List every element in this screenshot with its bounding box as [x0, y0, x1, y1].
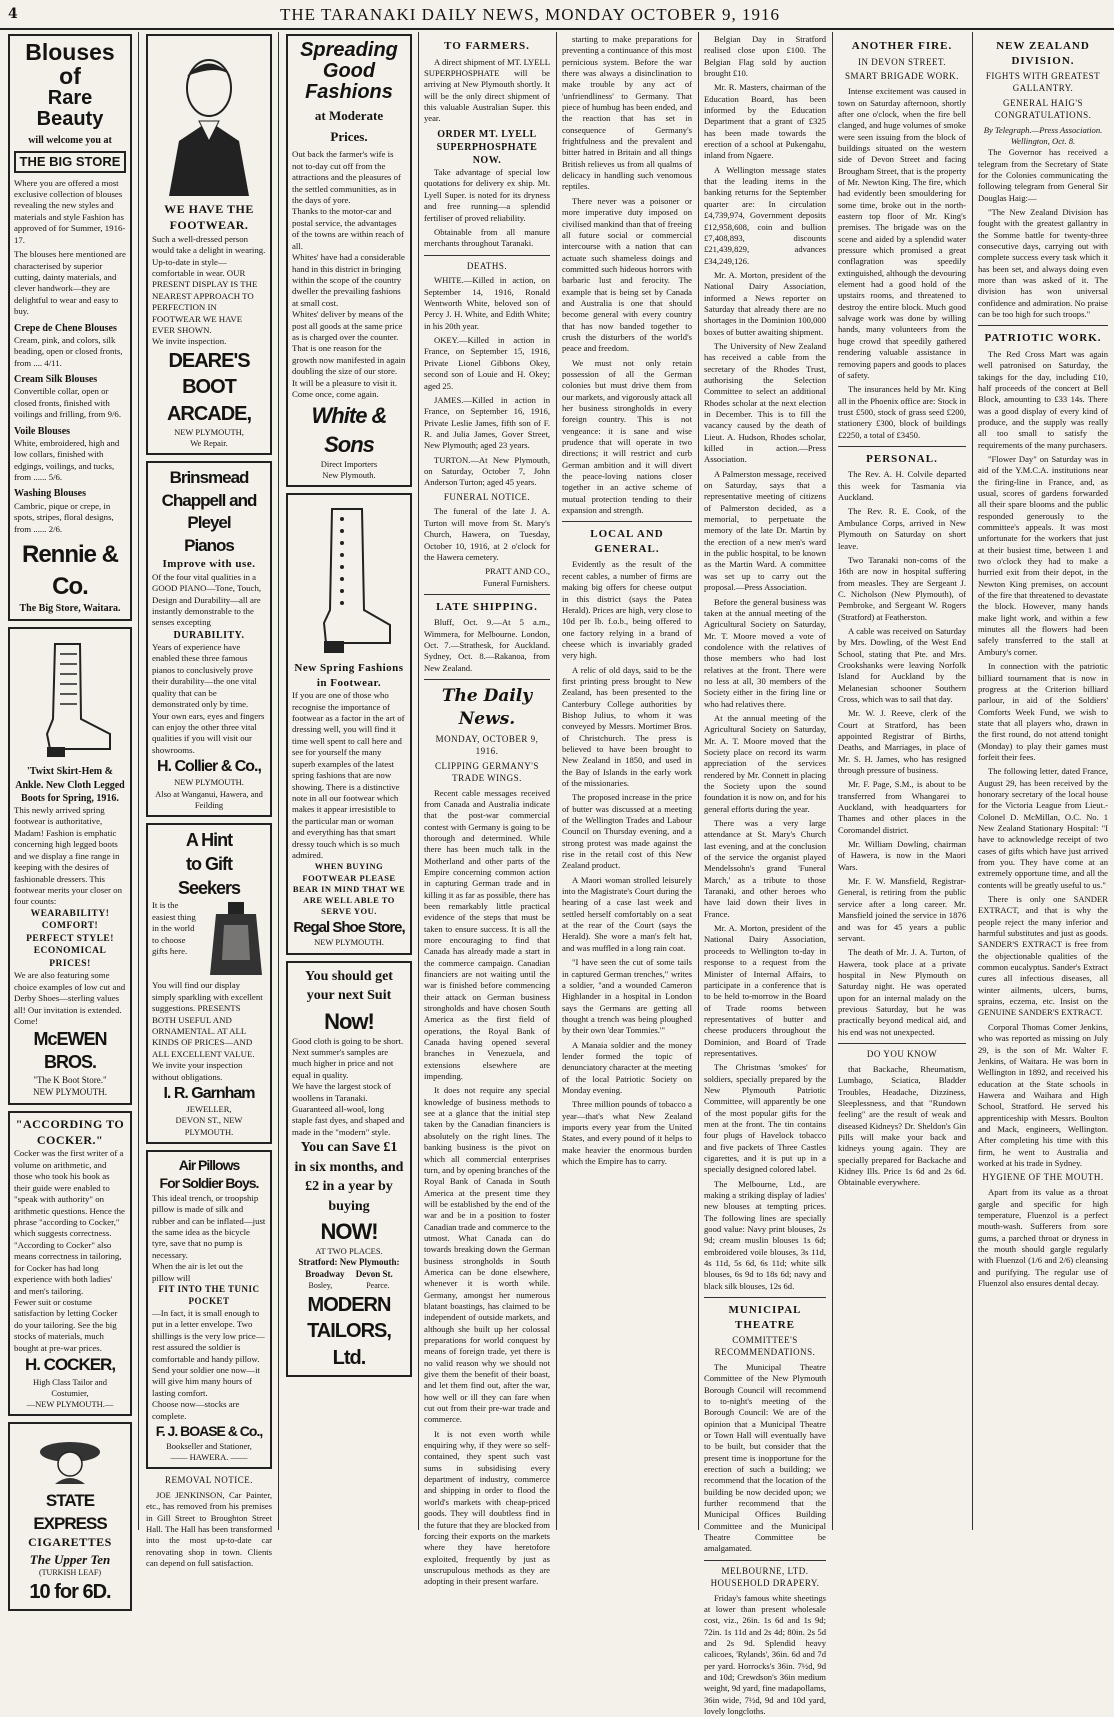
column-rule — [698, 32, 699, 1530]
white-title: Good Fashions — [292, 61, 406, 103]
white-name: White & Sons — [292, 401, 406, 459]
editorial-text: There never was a poisoner or more imperative duty imposed on civilised mankind than that of freeing all future social or commercial intercourse with a nation that can actuate such shameless doings and committed such hideous horrors with barbaric lust and ferocity. The example that is being set by Canada and Australia is one that should become general with every country that has now banded together to crush the disturbers of the world's peace and freedom. — [562, 196, 692, 355]
mcewen-headline: 'Twixt Skirt-Hem & Ankle. New Cloth Legged Boots for Spring, 1916. — [14, 765, 126, 805]
column-rule — [278, 32, 279, 1530]
deare-text: We invite inspection. — [152, 336, 266, 347]
garnham-address: DEVON ST., NEW PLYMOUTH. — [152, 1115, 266, 1137]
hygiene-text: Apart from its value as a throat gargle and specific for high temperature, Fluenzol is a perfect mouth-wash. Sufferers from sore gums, a parched throat or dryness in the mouth should gargle regularly with Fluenzol (1/6 and 2/6) cleansing and purifying. The regular use of Fluenzol also ensures dental decay. — [978, 1187, 1108, 1289]
personal-item: Mr. W. J. Reeve, clerk of the Court at Stratford, has been appointed Registrar of Births, Deaths, and Marriages, in place of Mr. S. H. James, who has resigned through pressure of business. — [838, 708, 966, 776]
lady-portrait-icon — [35, 1434, 105, 1484]
cocker-name: H. COCKER, — [14, 1354, 126, 1376]
cocker-text: Fewer suit or costume satisfaction by letting Cocker do your tailoring. See the big stocks of materials, much bought at pre-war prices. — [14, 1297, 126, 1354]
divider — [838, 1043, 966, 1044]
local-item: The University of New Zealand has received a cable from the secretary of the Rhodes Trust, authorising the Selection Committee to select an additional Rhodes scholar at the next election in December. This is to fill the vacancy caused by the death of Lieut. A. Hudson, Rhodes scholar, killed in action.—Press Association. — [704, 341, 826, 466]
patriotic-item: Corporal Thomas Comer Jenkins, who was reported as missing on July 29, is the son of Mr. Walter F. Jenkins, of Waitara. He was born in Wellington in 1892, and received his education at the State schools in Hawera and Waihara and High School, Stratford. He served his apprenticeship with Messrs. Boulton and Mack, engineers, Wellington. After completing his time with this firm, he went to Australia and worked at his trade in Sydney. — [978, 1022, 1108, 1169]
modern-managers: Bosley, Pearce. — [292, 1281, 406, 1292]
boase-text: When the air is let out the pillow will — [152, 1261, 266, 1284]
death-notice: OKEY.—Killed in action in France, on September 15, 1916, Private Lionel Gibbons Okey, second son of Louie and H. Okey; aged 25. — [424, 335, 550, 392]
regal-name: Regal Shoe Store, — [292, 918, 406, 938]
rennie-item-head: Washing Blouses — [14, 487, 126, 500]
local-item: A Manaia soldier and the money lender formed the topic of denunciatory character at the meeting of the local Patriotic Society on Monday evening. — [562, 1040, 692, 1097]
fire-head: ANOTHER FIRE. — [838, 39, 966, 54]
boase-advert — [146, 1150, 272, 1469]
modern-save: NOW! — [292, 1217, 406, 1246]
farmers-head: TO FARMERS. — [424, 39, 550, 54]
mcewen-store: "The K Boot Store." — [14, 1075, 126, 1087]
patriotic-item: The following letter, dated France, August 29, has been received by the honorary secretary of the local house for the Victoria League from Lieut.-Colonel D. McMillan, O.C. No. 1 New Zealand Stationary Hospital: "I have to acknowledge receipt of two cases of gifts which have just arrived from you. They have come at an extremely opportune time, and all the contents will be greatly useful to us." — [978, 766, 1108, 891]
modern-headline: Now! — [292, 1007, 406, 1036]
do-you-know-head: DO YOU KNOW — [838, 1049, 966, 1061]
column-3 — [286, 34, 412, 1524]
white-text: Whites' deliver by means of the post all goods at the same price as is charged over the counter. — [292, 309, 406, 343]
garnham-title: Seekers — [152, 877, 266, 901]
modern-places: AT TWO PLACES. — [292, 1246, 406, 1257]
local-item: A Wellington message states that the leading items in the banking returns for the September quarter are: In circulation £4,739,974, Government deposits £12,958,608, coin and bullion £7,408,893, discounts £21,439,829, advances £34,249,126. — [704, 165, 826, 267]
modern-name: Ltd. — [292, 1345, 406, 1371]
do-you-know-text: that Backache, Rheumatism, Lumbago, Sciatica, Bladder Troubles, Headache, Dizziness, Sleeplessness, and that "Rundown feeling" are the result of weak and diseased Kidneys? Dr. Sheldon's Gin Pills will make your back and kidneys young again. They are specially prepared for Backache and Kidney Ills. Price 1s 6d and 2s 6d. Obtainable everywhere. — [838, 1064, 966, 1189]
boase-text: This ideal trench, or troopship pillow is made of silk and rubber and can be inflated—just the same idea as the bicycle tyre, save that no pump is necessary. — [152, 1193, 266, 1262]
funeral-head: FUNERAL NOTICE. — [424, 492, 550, 504]
page-number: 4 — [8, 6, 18, 22]
personal-item: Mr. William Dowling, chairman of Hawera, is now in the Maori Wars. — [838, 839, 966, 873]
modern-text: We have the largest stock of woollens in Taranaki. — [292, 1081, 406, 1104]
cocker-advert — [8, 1111, 132, 1416]
white-title: Spreading — [292, 40, 406, 61]
white-sub: Direct Importers — [292, 459, 406, 470]
boase-text: Choose now—stocks are complete. — [152, 1399, 266, 1422]
local-item: There was a very large attendance at St. Mary's Church last evening, and at the conclusion of the service the organist played Mendelssohn's grand 'Funeral March,' as a tribute to those Taranaki, and other heroes who have laid down their lives in France. — [704, 818, 826, 920]
column-rule — [418, 32, 419, 1530]
mcewen-point: COMFORT! — [14, 920, 126, 933]
divider — [424, 255, 550, 256]
modern-save: in six months, and — [292, 1159, 406, 1177]
collier-title: Chappell and — [152, 490, 266, 512]
modern-text: Good cloth is going to be short. Next summer's samples are much higher in price and not equal in quality. — [292, 1036, 406, 1082]
modern-save: buying — [292, 1198, 406, 1216]
patriotic-item: There is only one SANDER EXTRACT, and that is why the people reject the many inferior and harmful substitutes and just as goods. SANDER'S EXTRACT is free from the objectionable qualities of the common eucalyptus. Sander's Extract cures all infectious diseases, all winter ailments, ulcers, burns, sprains, eczema, etc. Insist on the GENUINE SANDER'S EXTRACT. — [978, 894, 1108, 1019]
collier-advert — [146, 461, 272, 817]
hygiene-head: HYGIENE OF THE MOUTH. — [978, 1172, 1108, 1184]
personal-item: A cable was received on Saturday by Mrs. Dowling, of the West End School, stating that Pte. and Mrs. Crookshanks were leaving Norfolk Island for Auckland by the Melanesian schooner Southern Cross, which was to sail that day. — [838, 626, 966, 705]
patriotic-item: The Red Cross Mart was again well patronised on Saturday, the takings for the day, including £10, half proceeds of the concert at Bell Block, amounting to £33 14s. There was a good display of every kind of produce, and the supply was really all too small to satisfy the requirements of the many purchasers. — [978, 349, 1108, 451]
local-item: The Melbourne, Ltd., are making a striking display of ladies' new blouses at tempting prices. The following lines are specially good value: Navy print blouses, 2s 9d; cream muslin blouses 1s 6d; embroidered voile blouses, 3s 11d, 4s 11d, 5s 6d, 6s 11d; white silk blouses, 6s 9d to 18s 6d; navy and black silk blouses, 12s 6d. — [704, 1179, 826, 1292]
farmers-order: ORDER MT. LYELL — [424, 128, 550, 141]
personal-item: Mr. F. Page, S.M., is about to be transferred from Whangarei to Auckland, with headquarters for Thames and other places in the Coromandel district. — [838, 779, 966, 836]
white-text: Out back the farmer's wife is not to-day cut off from the attractions and the pleasures of the settled communities, as in the days of yore. — [292, 149, 406, 206]
boase-name: F. J. BOASE & Co., — [152, 1422, 266, 1440]
removal-title: REMOVAL NOTICE. — [146, 1475, 272, 1487]
rennie-advert — [8, 34, 132, 621]
white-title: Prices. — [292, 128, 406, 145]
column-rule — [138, 32, 139, 1530]
mcewen-text: This newly arrived spring footwear is authoritative, Madam! Fashion is emphatic concerning high legged boots and we display a fine range in keeping with the desires of fashionable dressers. This footwear merits your closer on four counts: — [14, 805, 126, 908]
white-text: It will be a pleasure to visit it. Come once, come again. — [292, 378, 406, 401]
local-item: A Palmerston message, received on Saturday, says that a representative meeting of citizens of Palmerston decided, as a memorial, to perpetuate the memory of the late Dr. Martin by the erection of a new men's ward in the public hospital, to be known as the Martin Ward. A committee was set up to carry out the proposal.—Press Association. — [704, 469, 826, 594]
collier-tag: Improve with use. — [152, 557, 266, 572]
shipping-text: Bluff, Oct. 9.—At 5 a.m., Wimmera, for Melbourne. London, Oct. 7.—Strathesk, for Auckland. Sydney, Oct. 8.—Rakanoa, from New Zealand. — [424, 617, 550, 674]
garnham-advert — [146, 823, 272, 1144]
funeral-text: The funeral of the late J. A. Turton will move from St. Mary's Church, Hawera, on Tuesday, October 10, 1916, at 2 o'clock for the Hawera cemetery. — [424, 506, 550, 563]
local-item: A relic of old days, said to be the first printing press brought to New Zealand, has been presented to the Canterbury College authorities by Bishop Julius, to whom it was conveyed by Messrs. Mortimer Bros. of Christchurch. The press is believed to have been brought to New Zealand in 1850, and used in the Bay of Islands in the early work of the missionaries. — [562, 665, 692, 790]
removal-notice — [146, 1475, 272, 1569]
modern-text: Guaranteed all-wool, long staple fast dyes, and shaped and made in the "modern" style. — [292, 1104, 406, 1138]
local-item: The Christmas 'smokes' for soldiers, specially prepared by the New Plymouth Patriotic Committee, will apparently be one of the most popular gifts for the men at the front. The tin contains four plugs of Havelock tobacco and five packets of Three Castles cigarettes, and it is put up in a specially designed colored label. — [704, 1062, 826, 1175]
boase-title: For Soldier Boys. — [152, 1174, 266, 1192]
cocker-sub: High Class Tailor and Costumier, — [14, 1377, 126, 1399]
lace-boot-icon — [25, 639, 115, 759]
column-rule — [556, 32, 557, 1530]
boase-sub: Bookseller and Stationer, — [152, 1441, 266, 1452]
cocker-town: —NEW PLYMOUTH.— — [14, 1399, 126, 1410]
death-notice: WHITE.—Killed in action, on September 14, 1916, Ronald Wentworth White, beloved son of Percy J. H. White, and Edith White; in his 20th year. — [424, 275, 550, 332]
regal-advert — [286, 493, 412, 954]
divider — [562, 521, 692, 522]
white-sons-advert — [286, 34, 412, 487]
column-2 — [146, 34, 272, 1524]
editorial-text: We must not only retain possession of all the German colonies but must drive them from our markets, and vigorously attack all her business strongholds in every foreign country. This is not vengeance: it is sane and wise prudence that will operate in two directions; it will restrict and curb German ambition and it will divert the peace-loving nations closer together in an active scheme of mutual protection tending to their expansion and strength. — [562, 358, 692, 517]
mcewen-text-2: We are also featuring some choice examples of low cut and Derby Shoes—sterling values all! Our invitation is extended. Come! — [14, 970, 126, 1027]
rennie-item-text: White, embroidered, high and low collars, finished with edgings, voilings, and tucks, from ...... 5/6. — [14, 438, 126, 484]
modern-locations: Stratford: New Plymouth: — [292, 1257, 406, 1269]
column-1 — [8, 34, 132, 1524]
modern-streets: Broadway Devon St. — [292, 1269, 406, 1281]
division-head: NEW ZEALAND DIVISION. — [978, 39, 1108, 68]
personal-head: PERSONAL. — [838, 452, 966, 467]
big-store-banner: THE BIG STORE — [14, 151, 126, 172]
collier-town: NEW PLYMOUTH. — [152, 777, 266, 788]
state-express-tagline-2: (TURKISH LEAF) — [14, 1568, 126, 1579]
rennie-title-2: Rare Beauty — [14, 88, 126, 130]
column-6 — [704, 34, 826, 1524]
patriotic-item: "Flower Day" on Saturday was in aid of the Y.M.C.A. institutions near the firing-line in France, and, as usual, scores of gardens forwarded all their spare blooms and the public responded generously to the committee's appeals. It was most unfortunate for the workers that just at their busiest time, between 1 and two o'clock they had to make a hurried exit from their depot, in the Newton King premises, on account of the fire that threatened to devastate the block. However, many hands make light work, and within a few minutes all the flowers had been safely transferred to the stall at Ambury's corner. — [978, 454, 1108, 658]
funeral-signed: PRATT AND CO., — [424, 566, 550, 577]
personal-item: The death of Mr. J. A. Turton, of Hawera, took place at a private hospital in New Plymouth on Saturday night. He was operated upon for an internal malady on the previous Saturday, but he was practically beyond medical aid, and his end was not unexpected. — [838, 947, 966, 1038]
local-item: Mr. R. Masters, chairman of the Education Board, has been informed by the Education Department that a grant of £325 has been made towards the erection of a school at Pukengahu, inland from Ngaere. — [704, 82, 826, 161]
mcewen-point: ECONOMICAL PRICES! — [14, 945, 126, 970]
rennie-footer: The Big Store, Waitara. — [14, 602, 126, 615]
local-item: Evidently as the result of the recent cables, a number of firms are making big offers for cheese output in this district (says the Patea Herald). Prices are high, very close to 10d per lb. f.o.b., being offered to one factory relying in a brand of cheese which is invariably graded very high. — [562, 559, 692, 661]
collier-text: Your own ears, eyes and fingers can enjoy the other three vital qualities if you will visit our showrooms. — [152, 711, 266, 757]
editorial-date: MONDAY, OCTOBER 9, 1916. — [424, 734, 550, 758]
mcewen-town: NEW PLYMOUTH. — [14, 1087, 126, 1099]
collier-title: Pleyel — [152, 512, 266, 534]
collier-also: Also at Wanganui, Hawera, and Feilding — [152, 789, 266, 811]
farmers-text: A direct shipment of MT. LYELL SUPERPHOSPHATE will be arriving at New Plymouth shortly. It will be the only direct shipment of this valuable Australian Super. this year. — [424, 57, 550, 125]
fire-sub: IN DEVON STREET. — [838, 57, 966, 69]
deare-repair: We Repair. — [152, 438, 266, 449]
high-boot-icon — [304, 505, 394, 655]
state-express-product: CIGARETTES — [14, 1535, 126, 1551]
local-item: The proposed increase in the price of butter was discussed at a meeting of the Wellington Trades and Labour Council on Thursday evening, and a strong protest was made against the rise in the retail cost of this New Zealand product. — [562, 792, 692, 871]
collier-name: H. Collier & Co., — [152, 756, 266, 777]
division-text: "The New Zealand Division has fought with the greatest gallantry in the Somme battle for twenty-three consecutive days, carrying out with complete success every task which it has been set, and always doing even more than was asked of it. The division has won universal confidence and admiration. No praise can be too high for such troops." — [978, 207, 1108, 320]
rennie-item-text: Cream, pink, and colors, silk beading, open or closed fronts, from .... 4/11. — [14, 335, 126, 369]
editorial-text: Recent cable messages received from Canada and Australia indicate that the post-war commercial contest with Germany is going to be thorough and determined. While there has been much talk in the Motherland and other parts of the Empire concerning common action in capturing German trade and in killing it as far as possible, there has been remarkably little practical evidence of the steps that must be taken to ensure success. It is all the more encouraging to find that Canada has already made a start in the commerce campaign. Canadian financiers are not waiting until the war is finished before commencing their attack on German business strongholds and have chosen South America as the first field of operations, the Royal Bank of Canada having opened several branches in Venezuela, and extensions elsewhere are impending. — [424, 788, 550, 1083]
deare-title: WE HAVE THE FOOTWEAR. — [152, 202, 266, 234]
modern-save: £2 in a year by — [292, 1178, 406, 1196]
mcewen-name: McEWEN BROS. — [14, 1028, 126, 1076]
cocker-text: Cocker was the first writer of a volume on arithmetic, and those who took his book as their guide were enabled to "speak with authority" on arithmetic questions. Hence the phrase "according to Cocker," which suggests correctness. — [14, 1148, 126, 1239]
divider — [704, 1297, 826, 1298]
deare-advert — [146, 34, 272, 455]
modern-name: TAILORS, — [292, 1318, 406, 1344]
daily-news-nameplate: The Daily News. — [424, 685, 550, 730]
modern-name: MODERN — [292, 1292, 406, 1318]
deaths-head: DEATHS. — [424, 261, 550, 273]
rennie-intro-2: The blouses here mentioned are characterised by superior cutting, dainty materials, and clever handwork—they are delightful to wear and easy to buy. — [14, 249, 126, 318]
divider — [424, 594, 550, 595]
removal-text: JOE JENKINSON, Car Painter, etc., has removed from his premises in Gill Street to Broughton Street Hall. The Hall has been transformed into the most up-to-date car renovating shop in town. Clients can depend on full satisfaction. — [146, 1490, 272, 1569]
state-express-advert — [8, 1422, 132, 1611]
local-item: A Maori woman strolled leisurely into the Magistrate's Court during the hearing of a case last week and settled herself comfortably on a seat at the rear of the Court (says the Herald). She wore a man's felt hat, and was muffled in a long rain coat. — [562, 875, 692, 954]
cocker-text: "According to Cocker" also means correctness in tailoring, for Cocker has had long experience with both ladies' and men's tailoring. — [14, 1240, 126, 1297]
editorial-text: starting to make preparations for preventing a continuance of this most pernicious system. Before the war there was always a disinclination to make trouble by any act of 'unfriendliness' to Germany. That piece of humbug has been ended, and the reaction that has set in consequence of Germany's frightfulness and the prevalent and bitter hatred in Britain and all things British relieves us from all qualms of delicacy in handling such venomous reptiles. — [562, 34, 692, 193]
perfume-bottle-icon — [206, 900, 266, 980]
collier-text: Of the four vital qualities in a GOOD PIANO—Tone, Touch, Design and Durability—all are instantly demonstrable to the senses excepting — [152, 572, 266, 629]
local-item: At the annual meeting of the Agricultural Society on Saturday, Mr. A. T. Moore moved that the Society place on record its warm appreciation of the services rendered by Mr. Connett in placing the Society upon the sound foundation it is now on, and for his general efforts during the year. — [704, 713, 826, 815]
rennie-item-text: Convertible collar, open or closed fronts, finished with voilings and frilling, from 9/6. — [14, 386, 126, 420]
death-notice: TURTON.—At New Plymouth, on Saturday, October 7, John Anderson Turton; aged 45 years. — [424, 455, 550, 489]
state-express-price: 10 for 6D. — [14, 1579, 126, 1605]
rennie-item-head: Crepe de Chene Blouses — [14, 322, 126, 335]
garnham-title: A Hint — [152, 829, 266, 853]
garnham-sub: JEWELLER, — [152, 1104, 266, 1115]
rennie-intro: Where you are offered a most exclusive collection of blouses revealing the new styles and materials and style Fashion has approved of for Summer, 1916-17. — [14, 178, 126, 247]
farmers-text: Take advantage of special low quotations for delivery ex ship. Mt. Lyell Super. is noted for its dryness and free running—a splendid fertiliser of proved reliability. — [424, 167, 550, 224]
newspaper-header — [0, 0, 1114, 30]
editorial-text: It is not even worth while enquiring why, if they were so self-contained, they spent such vast sums in subsidising every department of industry, commerce and shipping in order to flood the world's markets with cheap-priced goods. They will doubtless find in the future that they are blocked from forcing their exports on the markets where they have heretofore exploited, frequently by just as unscrupulous methods as they are adopting in their present warfare. — [424, 1429, 550, 1588]
local-general-head: LOCAL AND GENERAL. — [562, 527, 692, 556]
deare-text: Such a well-dressed person would take a delight in wearing. — [152, 234, 266, 257]
divider — [424, 679, 550, 680]
rennie-item-head: Voile Blouses — [14, 425, 126, 438]
state-express-tagline: The Upper Ten — [14, 1551, 126, 1568]
garnham-text: You will find our display simply sparkling with excellent suggestions. PRESENTS BOTH USEFUL AND ORNAMENTAL. AT ALL KINDS OF PRICES—AND ALL EXCELLENT VALUE. — [152, 980, 266, 1060]
boase-town: —— HAWERA. —— — [152, 1452, 266, 1463]
modern-headline: You should get — [292, 968, 406, 986]
white-title: at Moderate — [292, 107, 406, 124]
garnham-name: I. R. Garnham — [152, 1083, 266, 1104]
deare-text: Up-to-date in style—comfortable in wear. OUR PRESENT DISPLAY IS THE NEAREST APPROACH TO PERFECTION IN FOOTWEAR WE HAVE EVER SHOWN. — [152, 257, 266, 337]
regal-caps: WHEN BUYING FOOTWEAR PLEASE BEAR IN MIND THAT WE ARE WELL ABLE TO SERVE YOU. — [292, 861, 406, 917]
white-text: Whites' have had a considerable hand in this district in bringing within the scope of the country dweller the prevailing fashions at small cost. — [292, 252, 406, 309]
column-rule — [972, 32, 973, 1530]
divider — [838, 446, 966, 447]
white-sub: New Plymouth. — [292, 470, 406, 481]
personal-item: The Rev. A. H. Colvile departed this week for Tasmania via Auckland. — [838, 469, 966, 503]
theatre-text: The Municipal Theatre Committee of the New Plymouth Borough Council will recommend to to-night's meeting of the Borough Council: We are of the opinion that a Municipal Theatre or Town Hall will eventually have to be built, but consider that the present time is inopportune for the erection of such a building; we recommend that the location of the building be now decided upon; we further recommend that the Municipal Offices Building Committee and the Municipal Theatre Committee be amalgamated. — [704, 1362, 826, 1555]
patriotic-item: In connection with the patriotic billiard tournament that is now in progress at the Criterion billiard parlour, in aid of the Soldiers' Comforts Week Fund, we wish to state that all players who, drawn in the first round, do not attend tonight (Monday) to play their games must forfeit their fees. — [978, 661, 1108, 763]
deare-name: DEARE'S — [152, 348, 266, 374]
regal-town: NEW PLYMOUTH. — [292, 937, 406, 948]
white-text: Thanks to the motor-car and postal service, the advantages of the towns are within reach of all. — [292, 206, 406, 252]
boase-caps: FIT INTO THE TUNIC POCKET — [152, 1284, 266, 1308]
garnham-title: to Gift — [152, 853, 266, 877]
rennie-name: Rennie & Co. — [14, 539, 126, 602]
rennie-item-head: Cream Silk Blouses — [14, 373, 126, 386]
local-item: Belgian Day in Stratford realised close upon £100. The Belgian Flag sold by auction brought £10. — [704, 34, 826, 79]
modern-tailors-advert — [286, 961, 412, 1377]
garnham-side: It is the easiest thing in the world to choose gifts here. — [152, 900, 202, 957]
rennie-item-text: Cambric, pique or crepe, in spots, stripes, floral designs, from ...... 2/6. — [14, 501, 126, 535]
deare-name: BOOT — [152, 374, 266, 400]
rennie-title: Blouses of — [14, 40, 126, 88]
boase-title: Air Pillows — [152, 1156, 266, 1174]
melbourne-text: Friday's famous white sheetings at lower than present wholesale cost, viz., 26in. 1s 6d and 1s 9d; 72in. 1s 11d and 2s 4d; 80in. 2s 5d and 2s 9d. Splendid heavy calicoes, 'Rylands', 36in. 6d and 7d per yard. Horrocks's 36in. 7½d, 9d and 10d; Crewdson's 36in medium weight, 9d yard, fine madapollams, 36in wide, 7½d, 9d and 10d yard, lovely longcloths. — [704, 1593, 826, 1717]
fire-text: Intense excitement was caused in town on Saturday afternoon, shortly after one o'clock, when the fire bell clanged, and huge volumes of smoke were seen issuing from the block of buildings situated on the western side of Devon Street and facing Brougham Street, that is the property of Mr. Newton King. The fire, which had evidently been smouldering for some time, broke out in the north-eastern top floor of Mr. King's premises. The brigade was on the scene and aided by a splendid water pressure which promised a great conflagration was speedily extinguished, although the devouring element had a good hold of the upstairs rooms, and threatened to destroy the entire block. Much good salvage work was done by willing hands, many volunteers from the huge crowd that speedily gathered rendering valuable assistance in removing papers and goods to places of safety. — [838, 86, 966, 381]
editorial-head: CLIPPING GERMANY'S TRADE WINGS. — [424, 761, 550, 785]
collier-title: Pianos — [152, 535, 266, 557]
cocker-title: "ACCORDING TO COCKER." — [14, 1117, 126, 1149]
melbourne-head: MELBOURNE, LTD. HOUSEHOLD DRAPERY. — [704, 1566, 826, 1590]
garnham-text: We invite your inspection without obligations. — [152, 1060, 266, 1083]
shipping-head: LATE SHIPPING. — [424, 600, 550, 615]
telegraph-line: By Telegraph.—Press Association. Wellington, Oct. 8. — [978, 125, 1108, 148]
state-express-brand: STATE EXPRESS — [14, 1490, 126, 1535]
collier-text: Years of experience have enabled these three famous pianos to conclusively prove their durability—the one vital quality that can be demonstrated only by time. — [152, 642, 266, 711]
local-item: "I have seen the cut of some tails in captured German trenches," writes a soldier, "and a wounded Cameron Highlander in a hospital in London says the Germans are getting all thought a trench was being ploughed by their own 'dear Tommies.'" — [562, 957, 692, 1036]
modern-headline: your next Suit — [292, 987, 406, 1005]
deare-name: ARCADE, — [152, 401, 266, 427]
rennie-welcome: will welcome you at — [14, 134, 126, 147]
theatre-sub: COMMITTEE'S RECOMMENDATIONS. — [704, 1335, 826, 1359]
fire-sub: SMART BRIGADE WORK. — [838, 71, 966, 83]
local-item: Mr. A. Morton, president of the National Dairy Association, informed a News reporter on Saturday that already there are no shortages in the Dominion 100,000 boxes of butter awaiting shipment. — [704, 270, 826, 338]
patriotic-head: PATRIOTIC WORK. — [978, 331, 1108, 346]
local-item: Before the general business was taken at the annual meeting of the Agricultural Society on Saturday, Mr. T. Moore moved a vote of condolence with the relatives of those members who had lost relatives at the front. There were no less at all, 30 members of the Society either in the firing line or who had relatives there. — [704, 597, 826, 710]
division-sub: FIGHTS WITH GREATEST GALLANTRY. — [978, 71, 1108, 95]
editorial-text: It does not require any special knowledge of business methods to see at a glance that the initial step taken by the Canadian financiers is absolutely on the right lines. The banking business is the pivot on which all commercial enterprises turn, and by opening branches of the Royal Bank of Canada in South America at the present time they will be established by the end of the war and be in a position to foster Canadian trade and commerce to the utmost. What Canada can do towards breaking down the German business strongholds in South America can be done elsewhere, whenever it is worth while. Germany, amongst her numerous blatant boastings, has claimed to be independent of outside markets, and although she built up her colossal preparations for world conquest by means of foreign trade, yet there is no valid reason why we should not give them the benefit of their boast, and let them find out, after the war, how well or ill they can fare when cut out from their pre-war trade and commerce. — [424, 1085, 550, 1425]
gentleman-portrait-icon — [159, 46, 259, 196]
column-7 — [838, 34, 966, 1524]
haig-head: GENERAL HAIG'S CONGRATULATIONS. — [978, 98, 1108, 122]
column-5 — [562, 34, 692, 1524]
regal-title: New Spring Fashions in Footwear. — [292, 661, 406, 690]
modern-save: You can Save £1 — [292, 1139, 406, 1157]
divider — [978, 325, 1108, 326]
death-notice: JAMES.—Killed in action in France, on September 16, 1916, Private Leslie James, fifth son of F. R. and Julia James, Gover Street, New Plymouth; aged 23 years. — [424, 395, 550, 452]
mcewen-point: PERFECT STYLE! — [14, 933, 126, 946]
deare-town: NEW PLYMOUTH, — [152, 427, 266, 438]
personal-item: Two Taranaki non-coms of the 16th are now in hospital suffering from measles. They are Sergeant J. C. Nicholson (New Plymouth), of Pembroke, and Sergeant W. Rogers (Stratford) at Featherston. — [838, 555, 966, 623]
local-item: Mr. A. Morton, president of the National Dairy Association, proceeds to Wellington to-day in response to a request from the Minister of Internal Affairs, to participate in a conference that is to be held to-morrow in the Board of Trade rooms between representatives of butter and cheese producers throughout the Dominion, and Board of Trade representatives. — [704, 923, 826, 1059]
mcewen-advert — [8, 627, 132, 1104]
column-8 — [978, 34, 1108, 1524]
personal-item: The Rev. R. E. Cook, of the Ambulance Corps, arrived in New Plymouth on Saturday on short leave. — [838, 506, 966, 551]
farmers-order: NOW. — [424, 154, 550, 167]
division-text: The Governor has received a telegram from the Secretary of State for the Colonies communicating the following telegram from General Sir Douglas Haig:— — [978, 147, 1108, 204]
divider — [704, 1560, 826, 1561]
personal-item: Mr. F. W. Mansfield, Registrar-General, is retiring from the public service after a long career. Mr. Mansfield joined the service in 1876 and was for 45 years a public servant. — [838, 876, 966, 944]
column-4 — [424, 34, 550, 1524]
collier-durability: DURABILITY. — [152, 629, 266, 642]
funeral-signed: Funeral Furnishers. — [424, 578, 550, 589]
boase-text: —In fact, it is small enough to put in a letter envelope. Two shillings is the very low price—rest assured the soldier is comfortable and handy pillow. Send your soldier one now—it will give him many hours of lasting comfort. — [152, 1308, 266, 1399]
mcewen-point: WEARABILITY! — [14, 908, 126, 921]
theatre-head: MUNICIPAL THEATRE — [704, 1303, 826, 1332]
white-text: That is one reason for the growth now manifested in again doubling the size of our store. — [292, 343, 406, 377]
local-item: Three million pounds of tobacco a year—that's what New Zealand imports every year from the United States, and every pound of it helps to make heavier the enormous burden which the Empire has to carry. — [562, 1099, 692, 1167]
farmers-order: SUPERPHOSPHATE — [424, 141, 550, 154]
farmers-text: Obtainable from all manure merchants throughout Taranaki. — [424, 227, 550, 250]
column-rule — [832, 32, 833, 1530]
regal-text: If you are one of those who recognise the importance of footwear as a factor in the art of dressing well, you will find it time well spent to call here and see for yourself the many superb examples of the latest spring fashions that are now showing. There is a distinctive note in all our footwear which makes it appear irresistible to the particular man or woman and everything has that smart dressy touch which is so much admired. — [292, 690, 406, 861]
masthead: THE TARANAKI DAILY NEWS, MONDAY OCTOBER 9, 1916 — [280, 5, 780, 25]
fire-text: The insurances held by Mr. King all in the Phoenix office are: Stock in trust £500, stock of grass seed £200, stationery £300, block of buildings £2250, a total of £3450. — [838, 384, 966, 441]
collier-title: Brinsmead — [152, 467, 266, 489]
